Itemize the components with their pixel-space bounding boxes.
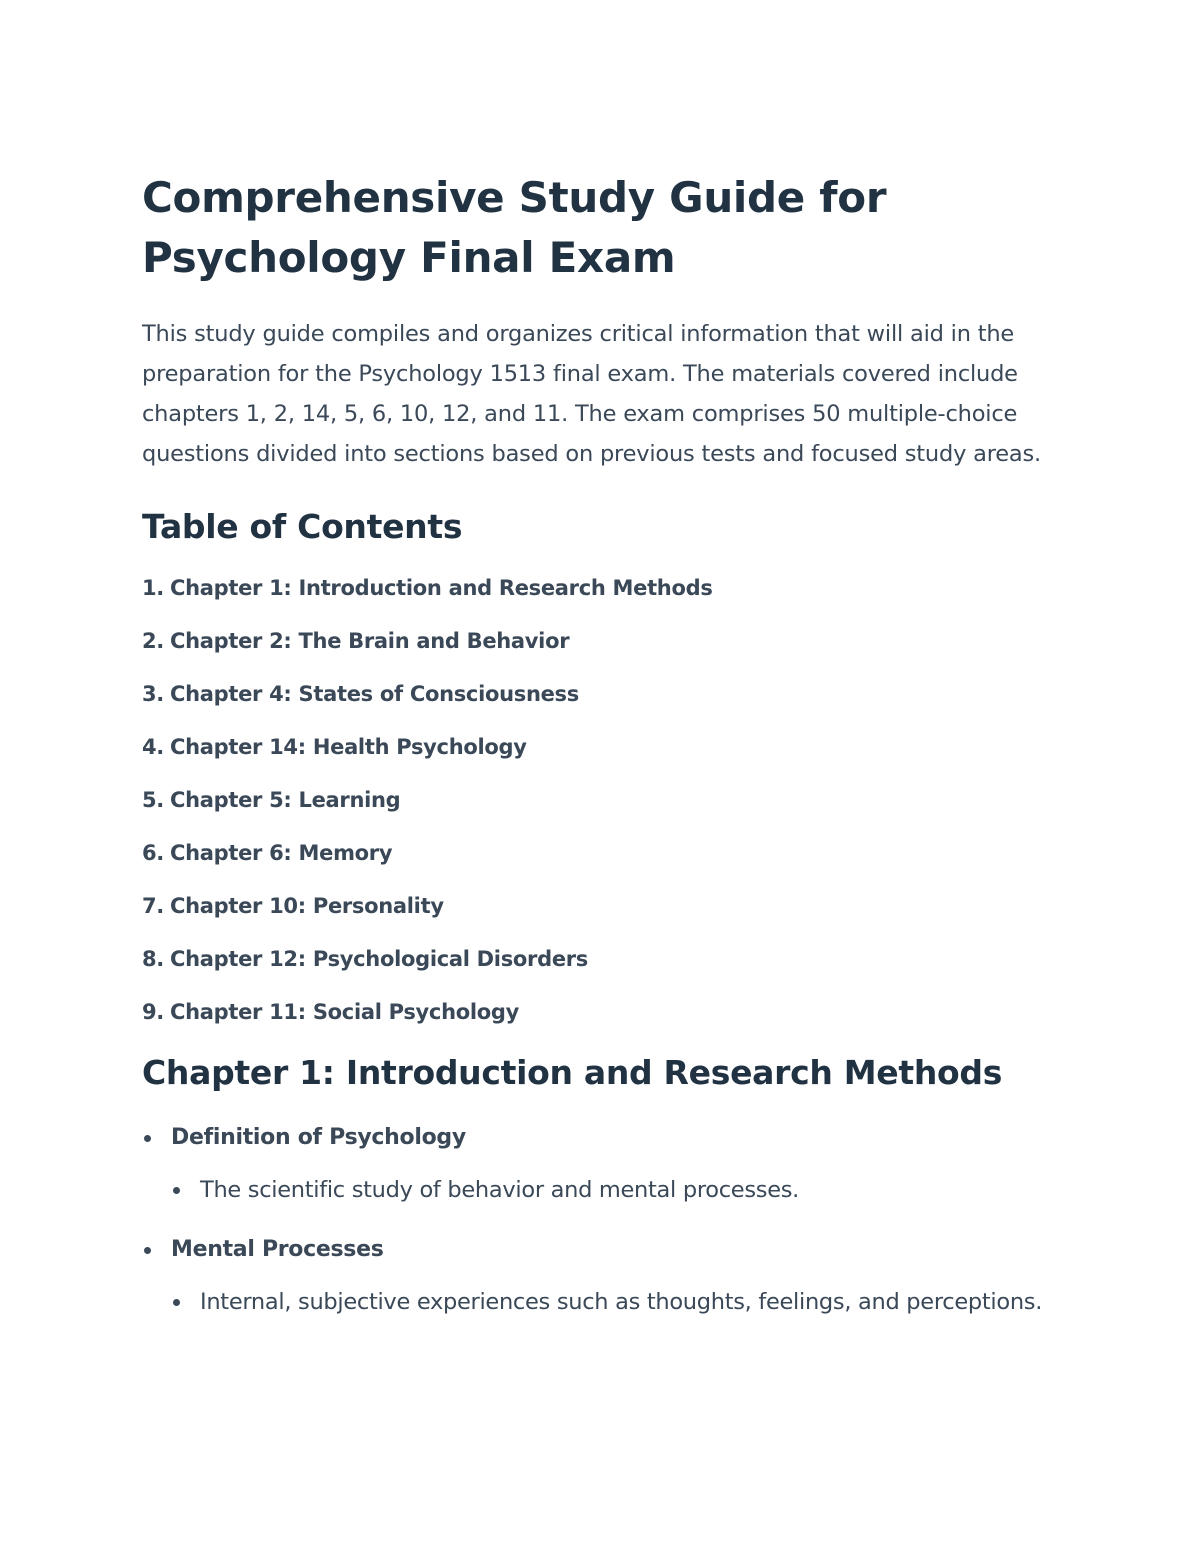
toc-item[interactable] <box>142 837 1062 869</box>
toc-item[interactable] <box>142 784 1062 816</box>
topic-label: Mental Processes <box>171 1237 384 1262</box>
chapter-1-heading: Chapter 1: Introduction and Research Methods <box>142 1053 1003 1092</box>
toc-item[interactable] <box>142 943 1062 975</box>
topic-detail: Internal, subjective experiences such as thoughts, feelings, and perceptions. <box>200 1289 1043 1315</box>
toc-item-label: Chapter 6: Memory <box>170 841 393 865</box>
toc-item-number: 4. <box>142 735 164 759</box>
toc-item[interactable] <box>142 731 1062 763</box>
topic-label-row <box>142 1230 1062 1270</box>
topic-label: Definition of Psychology <box>171 1125 466 1150</box>
toc-item-number: 9. <box>142 1000 164 1024</box>
document-page <box>142 168 1062 1342</box>
topic-item <box>142 1230 1062 1322</box>
toc-item-label: Chapter 10: Personality <box>170 894 444 918</box>
toc-item-number: 1. <box>142 576 164 600</box>
toc-item[interactable] <box>142 625 1062 657</box>
toc-item-number: 2. <box>142 629 164 653</box>
toc-item[interactable] <box>142 572 1062 604</box>
bullet-dot-icon <box>173 1299 180 1306</box>
bullet-dot-icon <box>173 1187 180 1194</box>
topic-detail-row <box>142 1170 1062 1210</box>
toc-item-number: 7. <box>142 894 164 918</box>
bullet-dot-icon <box>144 1135 151 1142</box>
toc-heading: Table of Contents <box>142 507 463 546</box>
topic-label-row <box>142 1118 1062 1158</box>
topic-detail: The scientific study of behavior and mental processes. <box>200 1177 800 1203</box>
toc-item-label: Chapter 12: Psychological Disorders <box>170 947 589 971</box>
toc-item-label: Chapter 2: The Brain and Behavior <box>170 629 570 653</box>
toc-item[interactable] <box>142 890 1062 922</box>
toc-item-number: 8. <box>142 947 164 971</box>
toc-item-number: 5. <box>142 788 164 812</box>
toc-item[interactable] <box>142 678 1062 710</box>
intro-paragraph: This study guide compiles and organizes critical information that will aid in the preparation for the Psychology 1513 final exam. The materials covered include chapters 1, 2, 14, 5, 6, 10, 12, and 11. The exam comprises 50 multiple-choice questions divided into sections based on previous tests and focused study areas. <box>142 321 1041 467</box>
table-of-contents <box>142 572 1062 1028</box>
toc-item-label: Chapter 4: States of Consciousness <box>170 682 579 706</box>
toc-item-label: Chapter 11: Social Psychology <box>170 1000 520 1024</box>
document-title: Comprehensive Study Guide for Psychology Final Exam <box>142 173 887 282</box>
toc-item[interactable] <box>142 996 1062 1028</box>
topic-detail-row <box>142 1282 1062 1322</box>
bullet-dot-icon <box>144 1247 151 1254</box>
topic-item <box>142 1118 1062 1210</box>
toc-item-label: Chapter 1: Introduction and Research Methods <box>170 576 713 600</box>
toc-item-number: 3. <box>142 682 164 706</box>
toc-item-label: Chapter 5: Learning <box>170 788 401 812</box>
chapter-1-topic-list <box>142 1118 1062 1322</box>
toc-item-number: 6. <box>142 841 164 865</box>
toc-item-label: Chapter 14: Health Psychology <box>170 735 527 759</box>
